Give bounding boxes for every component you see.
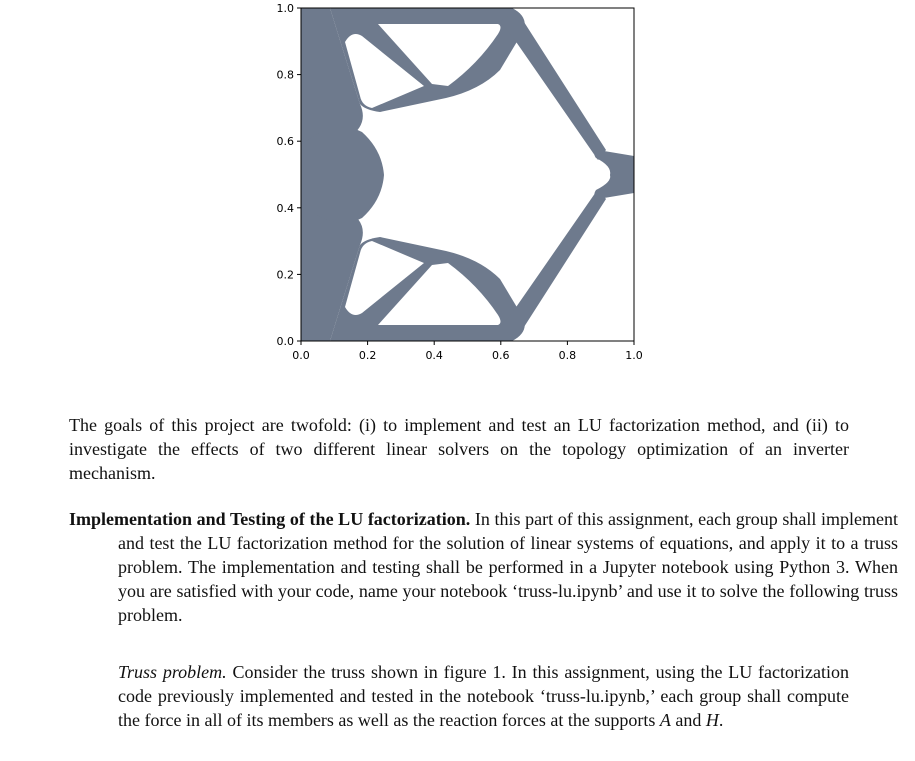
x-tick-label: 0.0: [292, 349, 310, 362]
x-tick-label: 1.0: [625, 349, 643, 362]
section-title: Implementation and Testing of the LU factorization.: [69, 509, 471, 529]
y-tick-label: 0.8: [276, 68, 294, 82]
truss-paragraph: [69, 660, 849, 732]
x-tick-label: 0.4: [425, 349, 443, 362]
truss-body: Consider the truss shown in figure 1. In this assignment, using the LU factorization code previously implemented and tested in the notebook ‘truss-lu.ipynb,’ each group shall compute the force in all of its members as well as the reaction forces at the supports: [118, 662, 850, 730]
y-tick-label: 0.2: [276, 268, 294, 282]
x-axis: [292, 341, 643, 362]
support-h: H: [705, 710, 719, 730]
y-tick-label: 1.0: [276, 2, 294, 15]
y-tick-label: 0.0: [276, 335, 294, 348]
y-tick-label: 0.4: [276, 201, 294, 215]
support-a: A: [659, 710, 671, 730]
lu-section-paragraph: [69, 507, 898, 627]
truss-and: and: [670, 710, 706, 730]
central-hub: [301, 127, 384, 222]
intro-paragraph: [69, 413, 849, 485]
output-port: [594, 150, 634, 199]
intro-text: The goals of this project are twofold: (i) to implement and test an LU factorization method, and (ii) to investigate the effects of two different linear solvers on the topology optimization of an inverter mechanism.: [69, 415, 849, 483]
x-tick-label: 0.2: [358, 349, 377, 362]
topology-design: [301, 8, 634, 341]
lower-diagonal-bar: [500, 189, 606, 333]
x-tick-label: 0.8: [558, 349, 577, 362]
section-body: In this part of this assignment, each group shall implement and test the LU factorization method for the solution of linear systems of equations, and apply it to a truss problem. The implementation and testing shall be performed in a Jupyter notebook using Python 3. When you are satisfied with your code, name your notebook ‘truss-lu.ipynb’ and use it to solve the following truss problem.: [118, 509, 898, 625]
truss-end: .: [718, 710, 724, 730]
upper-diagonal-bar: [500, 16, 606, 160]
y-tick-label: 0.6: [276, 135, 294, 149]
x-tick-label: 0.6: [492, 349, 510, 362]
y-axis: [277, 2, 302, 348]
truss-label: Truss problem.: [118, 662, 227, 682]
